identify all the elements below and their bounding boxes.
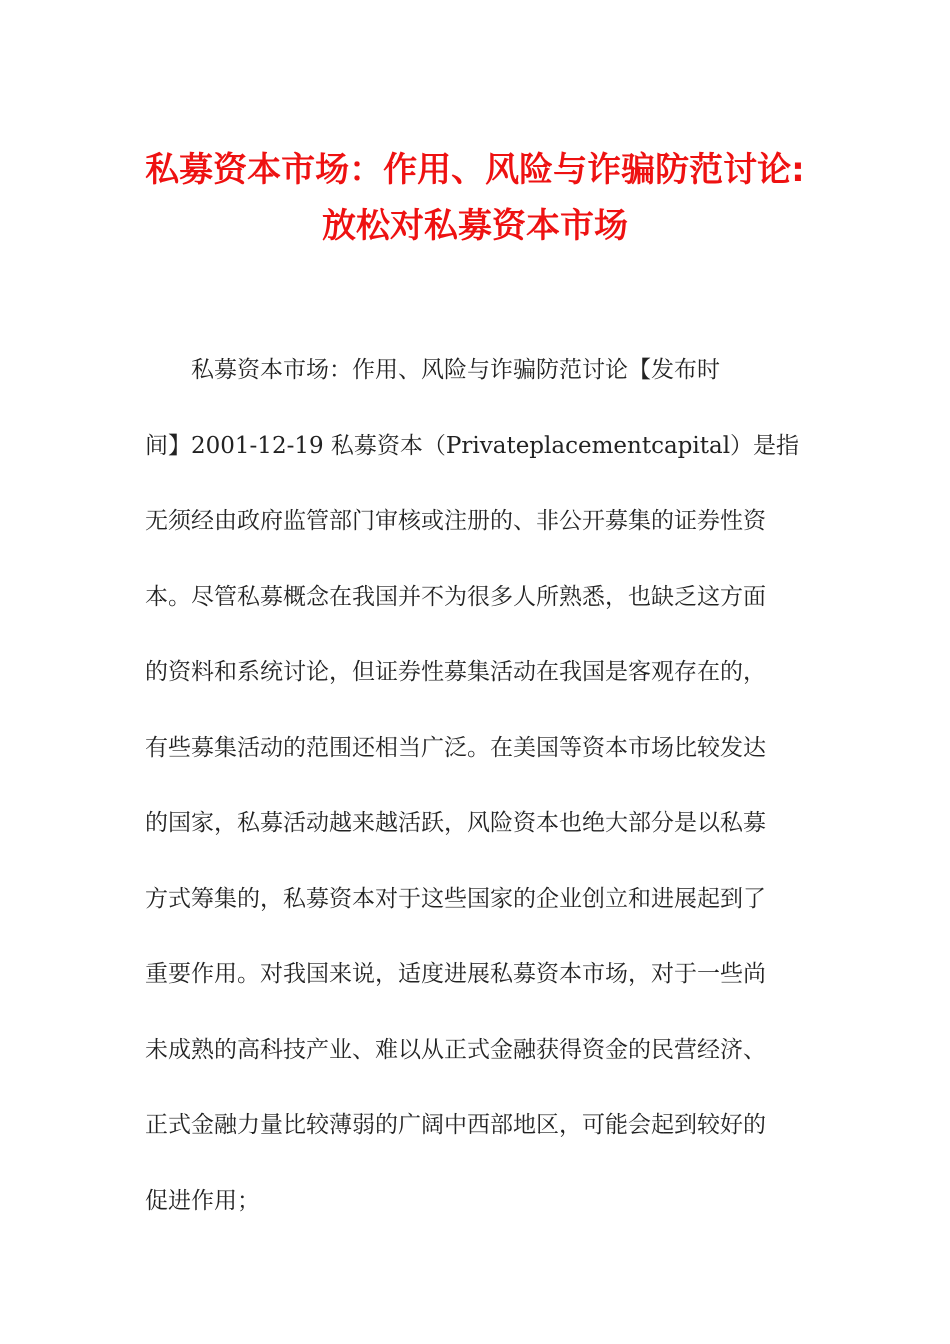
title-line-2: 放松对私募资本市场 [322, 206, 628, 246]
document-title [100, 142, 850, 254]
body-line-10: 未成熟的高科技产业、难以从正式金融获得资金的民营经济、 [145, 1036, 766, 1063]
body-line-9: 重要作用。对我国来说，适度进展私募资本市场，对于一些尚 [145, 961, 766, 987]
body-line-6: 有些募集活动的范围还相当广泛。在美国等资本市场比较发达 [145, 734, 766, 761]
body-paragraph [145, 333, 800, 1239]
title-line-1: 私募资本市场：作用、风险与诈骗防范讨论: [145, 150, 805, 190]
body-line-5: 的资料和系统讨论，但证券性募集活动在我国是客观存在的， [145, 659, 766, 685]
body-line-8: 方式筹集的，私募资本对于这些国家的企业创立和进展起到了 [145, 885, 766, 912]
body-line-4: 本。尽管私募概念在我国并不为很多人所熟悉，也缺乏这方面 [145, 583, 766, 610]
body-line-7: 的国家，私募活动越来越活跃，风险资本也绝大部分是以私募 [145, 810, 766, 836]
body-line-11: 正式金融力量比较薄弱的广阔中西部地区，可能会起到较好的 [145, 1112, 766, 1138]
body-line-12: 促进作用； [145, 1187, 260, 1214]
body-line-1: 私募资本市场：作用、风险与诈骗防范讨论【发布时 [191, 357, 720, 383]
body-line-3: 无须经由政府监管部门审核或注册的、非公开募集的证券性资 [145, 508, 766, 534]
body-line-2: 间】2001-12-19 私募资本（Privateplacementcapital）是指 [145, 432, 800, 459]
